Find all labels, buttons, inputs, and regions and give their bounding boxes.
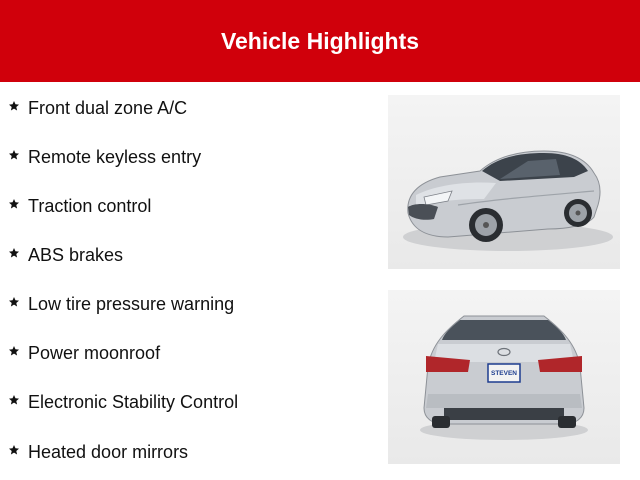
list-item — [8, 243, 123, 267]
list-item — [8, 390, 238, 414]
car-front-illustration — [388, 95, 620, 269]
feature-label: Traction control — [28, 195, 152, 216]
feature-label: ABS brakes — [28, 244, 124, 265]
plate-text: STEVEN — [490, 370, 518, 377]
feature-label: Low tire pressure warning — [28, 293, 235, 314]
star-icon — [8, 394, 20, 406]
highlights-header — [0, 0, 640, 82]
page-title: Vehicle Highlights — [220, 27, 420, 54]
feature-label: Remote keyless entry — [28, 146, 202, 167]
list-item — [8, 145, 201, 169]
star-icon — [8, 198, 20, 210]
list-item — [8, 341, 160, 365]
feature-label: Electronic Stability Control — [28, 391, 239, 412]
car-rear-illustration — [388, 290, 620, 464]
feature-label: Power moonroof — [28, 342, 161, 363]
feature-label: Heated door mirrors — [28, 441, 189, 462]
list-item — [8, 440, 188, 464]
star-icon — [8, 444, 20, 456]
list-item — [8, 292, 234, 316]
star-icon — [8, 296, 20, 308]
star-icon — [8, 247, 20, 259]
feature-label: Front dual zone A/C — [28, 97, 188, 118]
list-item — [8, 96, 187, 120]
car-photo-rear — [388, 290, 620, 464]
star-icon — [8, 345, 20, 357]
car-photo-front — [388, 95, 620, 269]
star-icon — [8, 149, 20, 161]
star-icon — [8, 100, 20, 112]
list-item — [8, 194, 151, 218]
